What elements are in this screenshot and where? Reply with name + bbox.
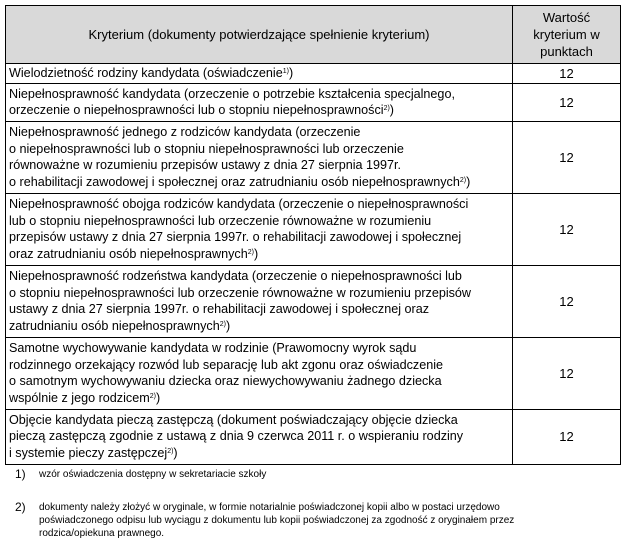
criterion-cell xyxy=(6,83,513,121)
footnote-ref: 2) xyxy=(167,448,174,456)
table-header-row xyxy=(6,6,621,64)
criterion-text: Objęcie kandydata pieczą zastępczą (dokument poświadczający objęcie dziecka pieczą zastępczą zgodnie z ustawą z dnia 9 czerwca 2011 r. o wspieraniu rodziny i systemie pieczy zastępczej xyxy=(9,412,464,461)
footnote-2 xyxy=(5,501,620,540)
criterion-tail: ) xyxy=(389,103,394,118)
header-points: Wartość kryterium w punktach xyxy=(513,6,621,64)
footnote-ref: 2) xyxy=(459,177,467,185)
criterion-cell xyxy=(6,121,513,193)
table-row xyxy=(6,265,621,337)
points-cell: 12 xyxy=(513,121,621,193)
footnote-number: 1) xyxy=(15,467,26,481)
footnote-text: wzór oświadczenia dostępny w sekretariacie szkoły xyxy=(39,469,267,480)
criterion-text: Niepełnosprawność obojga rodziców kandydata (orzeczenie o niepełnosprawności lub o stopniu niepełnosprawności lub orzeczenie równoważne w rozumieniu przepisów ustawy z dnia 27 sierpnia 1997r. o rehabilitacji zawodowej i społecznej oraz zatrudnianiu osób niepełnosprawnych xyxy=(9,196,469,262)
criterion-tail: ) xyxy=(173,446,178,461)
criterion-tail: ) xyxy=(155,391,161,406)
header-criterion: Kryterium (dokumenty potwierdzające spełnienie kryterium) xyxy=(6,6,513,64)
table-row xyxy=(6,64,621,84)
criterion-tail: ) xyxy=(225,319,231,334)
footnote-ref: 2) xyxy=(149,393,156,401)
table-row xyxy=(6,83,621,121)
criterion-cell xyxy=(6,265,513,337)
criteria-table-wrapper xyxy=(5,5,620,465)
criterion-tail: ) xyxy=(466,175,471,190)
table-row xyxy=(6,193,621,265)
points-cell: 12 xyxy=(513,337,621,409)
footnote-text: dokumenty należy złożyć w oryginale, w formie notarialnie poświadczonej kopii albo w postaci urzędowo poświadczonego odpisu lub wyciągu z dokumentu lub kopii poświadczonej za zgodność z oryginałem przez rodzica/opiekuna prawnego. xyxy=(39,502,515,539)
criterion-tail: ) xyxy=(288,66,294,80)
points-cell: 12 xyxy=(513,83,621,121)
criterion-text: Niepełnosprawność kandydata (orzeczenie o potrzebie kształcenia specjalnego, orzeczenie o niepełnosprawności lub o stopniu niepełnosprawności xyxy=(9,86,455,118)
table-row xyxy=(6,409,621,464)
criterion-cell xyxy=(6,193,513,265)
table-row xyxy=(6,337,621,409)
criterion-text: Samotne wychowywanie kandydata w rodzinie (Prawomocny wyrok sądu rodzinnego orzekający rozwód lub separację lub akt zgonu oraz oświadczenie o samotnym wychowywaniu dziecka oraz niewychowywaniu żadnego dziecka wspólnie z jego rodzicem xyxy=(9,340,444,406)
table-row xyxy=(6,121,621,193)
criterion-text: Niepełnosprawność jednego z rodziców kandydata (orzeczenie o niepełnosprawności lub o stopniu niepełnosprawności lub orzeczenie równoważne w rozumieniu przepisów ustawy z dnia 27 sierpnia 1997r. o rehabilitacji zawodowej i społecznej oraz zatrudnianiu osób niepełnosprawnych xyxy=(9,124,460,190)
footnote-ref: 2) xyxy=(247,249,254,257)
criterion-text: Niepełnosprawność rodzeństwa kandydata (orzeczenie o niepełnosprawności lub o stopniu niepełnosprawności lub orzeczenie równoważne w rozumieniu przepisów ustawy z dnia 27 sierpnia 1997r. o rehabilitacji zawodowej i społecznej oraz zatrudnianiu osób niepełnosprawnych xyxy=(9,268,472,334)
footnote-ref: 1) xyxy=(282,68,289,75)
footnote-ref: 2) xyxy=(219,321,226,329)
footnote-number: 2) xyxy=(15,500,26,514)
points-cell: 12 xyxy=(513,265,621,337)
criterion-tail: ) xyxy=(253,247,259,262)
criterion-cell xyxy=(6,409,513,464)
criterion-cell xyxy=(6,64,513,84)
points-cell: 12 xyxy=(513,193,621,265)
footnote-1 xyxy=(5,468,620,481)
footnote-ref: 2) xyxy=(383,105,390,113)
criterion-text: Wielodzietność rodziny kandydata (oświadczenie xyxy=(9,66,283,80)
points-cell: 12 xyxy=(513,64,621,84)
points-cell: 12 xyxy=(513,409,621,464)
criterion-cell xyxy=(6,337,513,409)
criteria-table xyxy=(5,5,621,465)
